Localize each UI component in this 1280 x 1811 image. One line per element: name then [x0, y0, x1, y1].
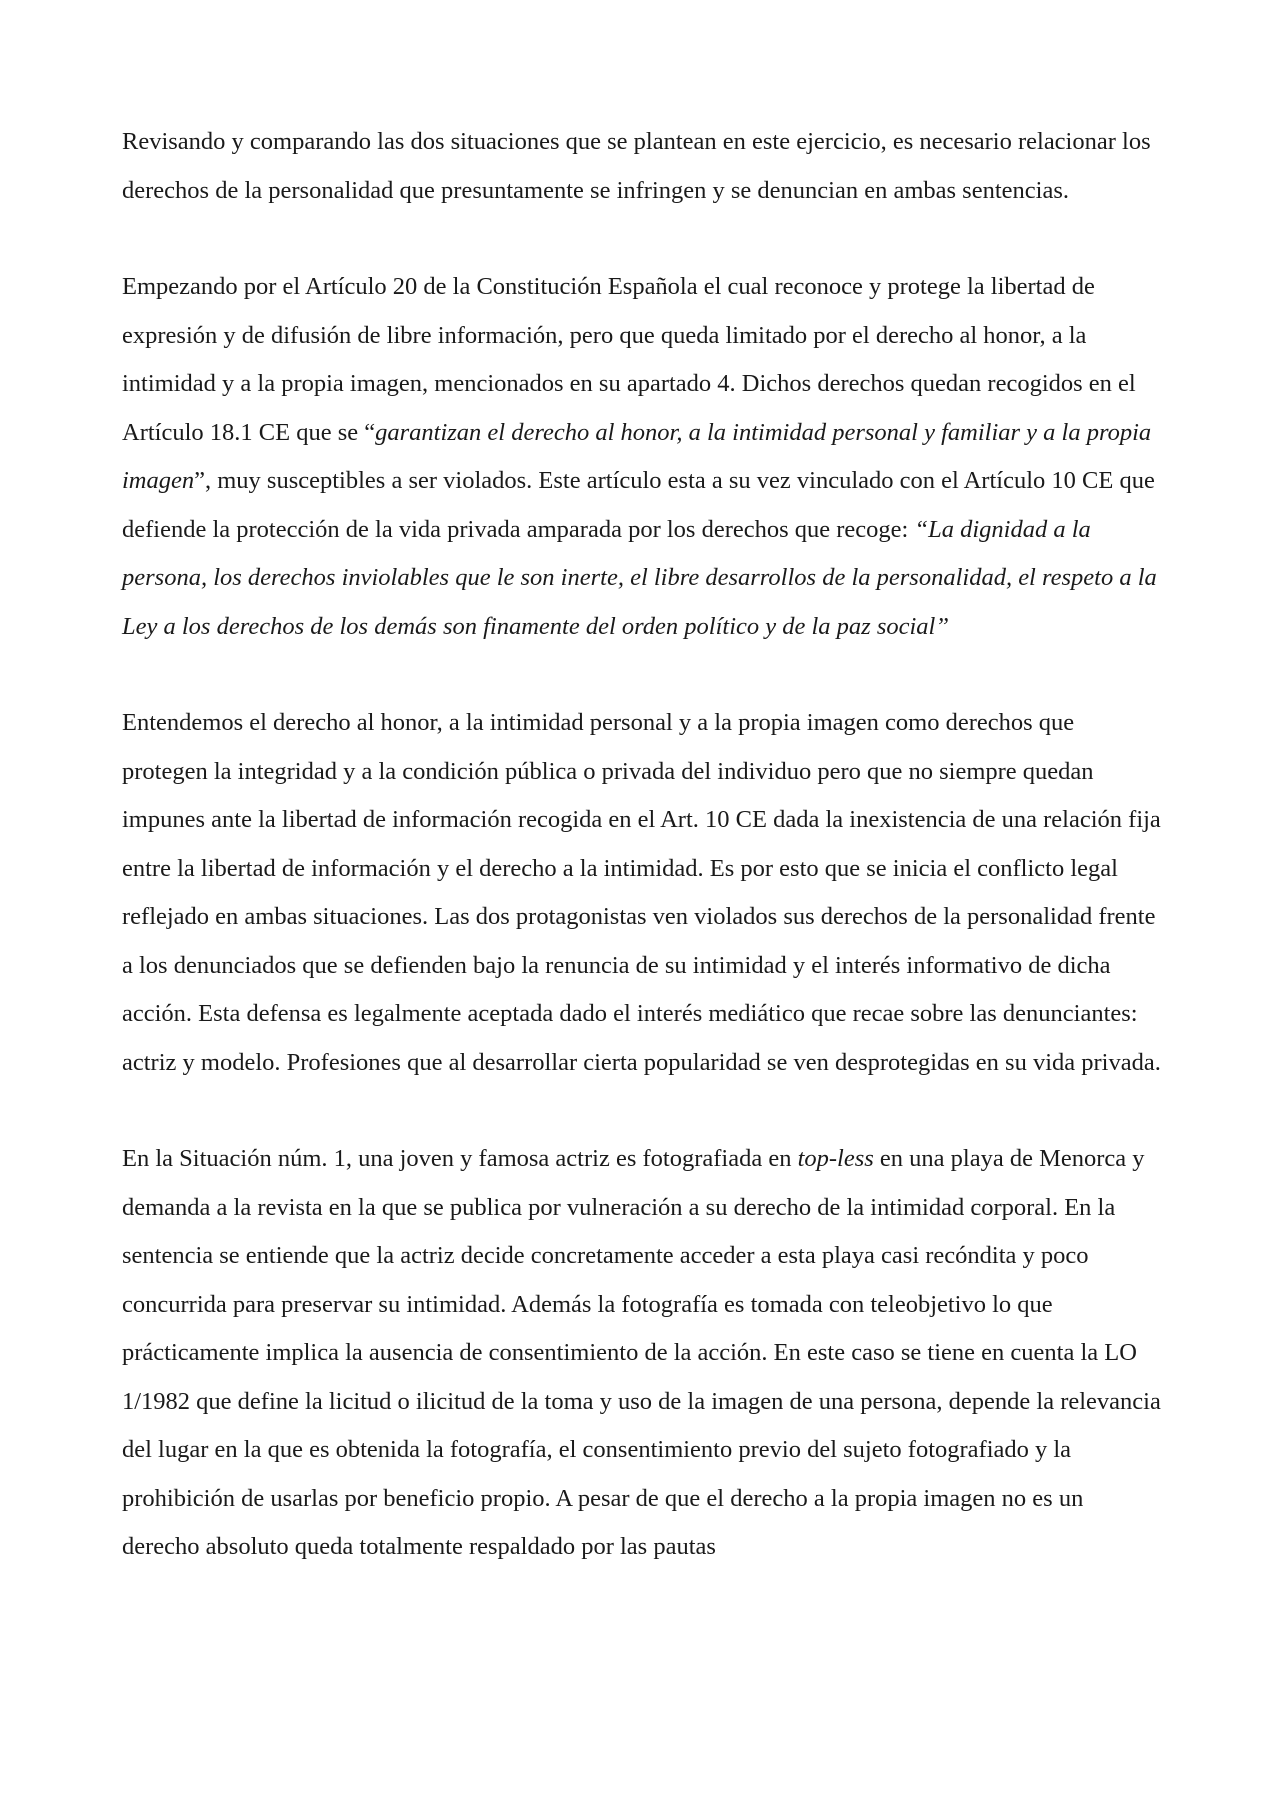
paragraph-1	[122, 118, 1162, 215]
document-page	[122, 118, 1162, 1572]
paragraph-4-text-c: en una playa de Menorca y demanda a la revista en la que se publica por vulneración a su derecho de la intimidad corporal. En la sentencia se entiende que la actriz decide concretamente acceder a esta playa casi recóndita y poco concurrida para preservar su intimidad. Además la fotografía es tomada con teleobjetivo lo que prácticamente implica la ausencia de consentimiento de la acción. En este caso se tiene en cuenta la LO 1/1982 que define la licitud o ilicitud de la toma y uso de la imagen de una persona, depende la relevancia del lugar en la que es obtenida la fotografía, el consentimiento previo del sujeto fotografiado y la prohibición de usarlas por beneficio propio. A pesar de que el derecho a la propia imagen no es un derecho absoluto queda totalmente respaldado por las pautas	[122, 1145, 1161, 1560]
paragraph-2-text-c: ”, muy susceptibles a ser violados. Este artículo esta a su vez vinculado con el Artículo 10 CE que defiende la protección de la vida privada amparada por los derechos que recoge:	[122, 467, 1155, 543]
paragraph-2	[122, 263, 1162, 651]
paragraph-3-text: Entendemos el derecho al honor, a la intimidad personal y a la propia imagen como derechos que protegen la integridad y a la condición pública o privada del individuo pero que no siempre quedan impunes ante la libertad de información recogida en el Art. 10 CE dada la inexistencia de una relación fija entre la libertad de información y el derecho a la intimidad. Es por esto que se inicia el conflicto legal reflejado en ambas situaciones. Las dos protagonistas ven violados sus derechos de la personalidad frente a los denunciados que se defienden bajo la renuncia de su intimidad y el interés informativo de dicha acción. Esta defensa es legalmente aceptada dado el interés mediático que recae sobre las denunciantes: actriz y modelo. Profesiones que al desarrollar cierta popularidad se ven desprotegidas en su vida privada.	[122, 709, 1161, 1076]
paragraph-2-text-a: Empezando por el Artículo 20 de la Constitución Española el cual reconoce y protege la libertad de expresión y de difusión de libre información, pero que queda limitado por el derecho al honor, a la intimidad y a la propia imagen, mencionados en su apartado 4. Dichos derechos quedan recogidos en el Artículo 18.1 CE que se “	[122, 273, 1136, 446]
paragraph-1-text: Revisando y comparando las dos situaciones que se plantean en este ejercicio, es necesario relacionar los derechos de la personalidad que presuntamente se infringen y se denuncian en ambas sentencias.	[122, 128, 1151, 204]
paragraph-4-text-a: En la Situación núm. 1, una joven y famosa actriz es fotografiada en	[122, 1145, 798, 1172]
paragraph-3	[122, 699, 1162, 1087]
paragraph-2-quote-18-1: garantizan el derecho al honor, a la intimidad personal y familiar y a la propia imagen	[122, 418, 1152, 494]
paragraph-4	[122, 1135, 1162, 1572]
paragraph-4-italic-term: top-less	[797, 1145, 874, 1172]
paragraph-2-quote-article-10: “La dignidad a la persona, los derechos inviolables que le son inerte, el libre desarrollos de la personalidad, el respeto a la Ley a los derechos de los demás son finamente del orden político y de la paz social”	[122, 515, 1157, 640]
